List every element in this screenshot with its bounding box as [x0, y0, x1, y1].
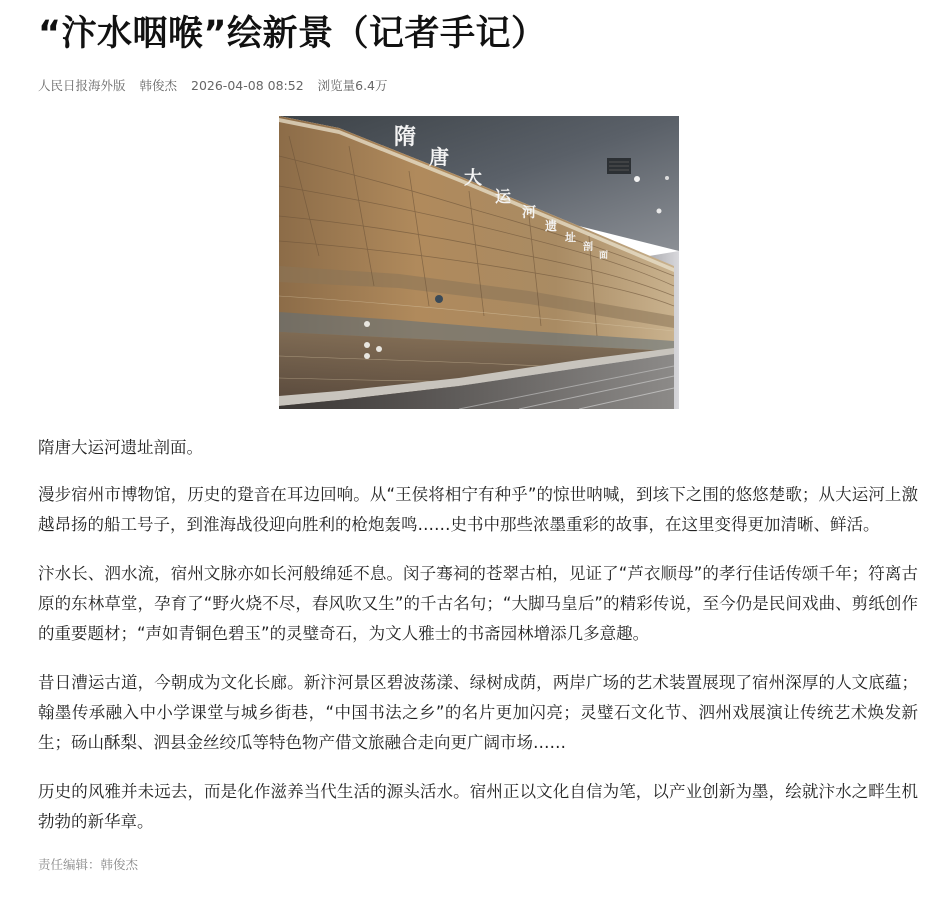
meta-source: 人民日报海外版 — [38, 78, 126, 93]
article-title: “汴水咽喉”绘新景（记者手记） — [38, 14, 547, 54]
paragraph-4: 历史的风雅并未远去，而是化作滋养当代生活的源头活水。宿州正以文化自信为笔，以产业创新为墨，绘就汴水之畔生机勃勃的新华章。 — [38, 782, 918, 831]
article-photo — [279, 116, 679, 409]
svg-text:址: 址 — [565, 231, 576, 244]
article — [38, 0, 918, 873]
svg-text:河: 河 — [522, 205, 536, 221]
paragraph-3: 昔日漕运古道，今朝成为文化长廊。新汴河景区碧波荡漾、绿树成荫，两岸广场的艺术装置展现了宿州深厚的人文底蕴；翰墨传承融入中小学课堂与城乡街巷，“中国书法之乡”的名片更加闪亮；灵璧石文化节、泗州戏展演让传统艺术焕发新生；砀山酥梨、泗县金丝绞瓜等特色物产借文旅融合走向更广阔市场…… — [38, 673, 918, 752]
svg-text:遗: 遗 — [545, 219, 558, 233]
svg-text:大: 大 — [464, 168, 482, 189]
responsible-editor: 责任编辑：韩俊杰 — [38, 857, 139, 872]
meta-author: 韩俊杰 — [139, 78, 178, 93]
svg-text:隋: 隋 — [394, 124, 417, 150]
svg-text:唐: 唐 — [429, 145, 449, 169]
svg-text:运: 运 — [495, 187, 512, 206]
photo-caption: 隋唐大运河遗址剖面。 — [38, 438, 203, 457]
meta-views: 浏览量6.4万 — [317, 78, 388, 93]
paragraph-2: 汴水长、泗水流，宿州文脉亦如长河般绵延不息。闵子骞祠的苍翠古柏，见证了“芦衣顺母”的孝行佳话传颂千年；符离古原的东林草堂，孕育了“野火烧不尽，春风吹又生”的千古名句；“大脚马皇后”的精彩传说，至今仍是民间戏曲、剪纸创作的重要题材；“声如青铜色碧玉”的灵璧奇石，为文人雅士的书斋园林增添几多意趣。 — [38, 564, 918, 643]
article-meta — [38, 78, 918, 94]
meta-datetime: 2026-04-08 08:52 — [191, 78, 304, 93]
paragraph-1: 漫步宿州市博物馆，历史的跫音在耳边回响。从“王侯将相宁有种乎”的惊世呐喊，到垓下之围的悠悠楚歌；从大运河上激越昂扬的船工号子，到淮海战役迎向胜利的枪炮轰鸣……史书中那些浓墨重彩的故事，在这里变得更加清晰、鲜活。 — [38, 485, 918, 534]
svg-text:面: 面 — [599, 251, 609, 261]
svg-text:剖: 剖 — [583, 242, 593, 253]
